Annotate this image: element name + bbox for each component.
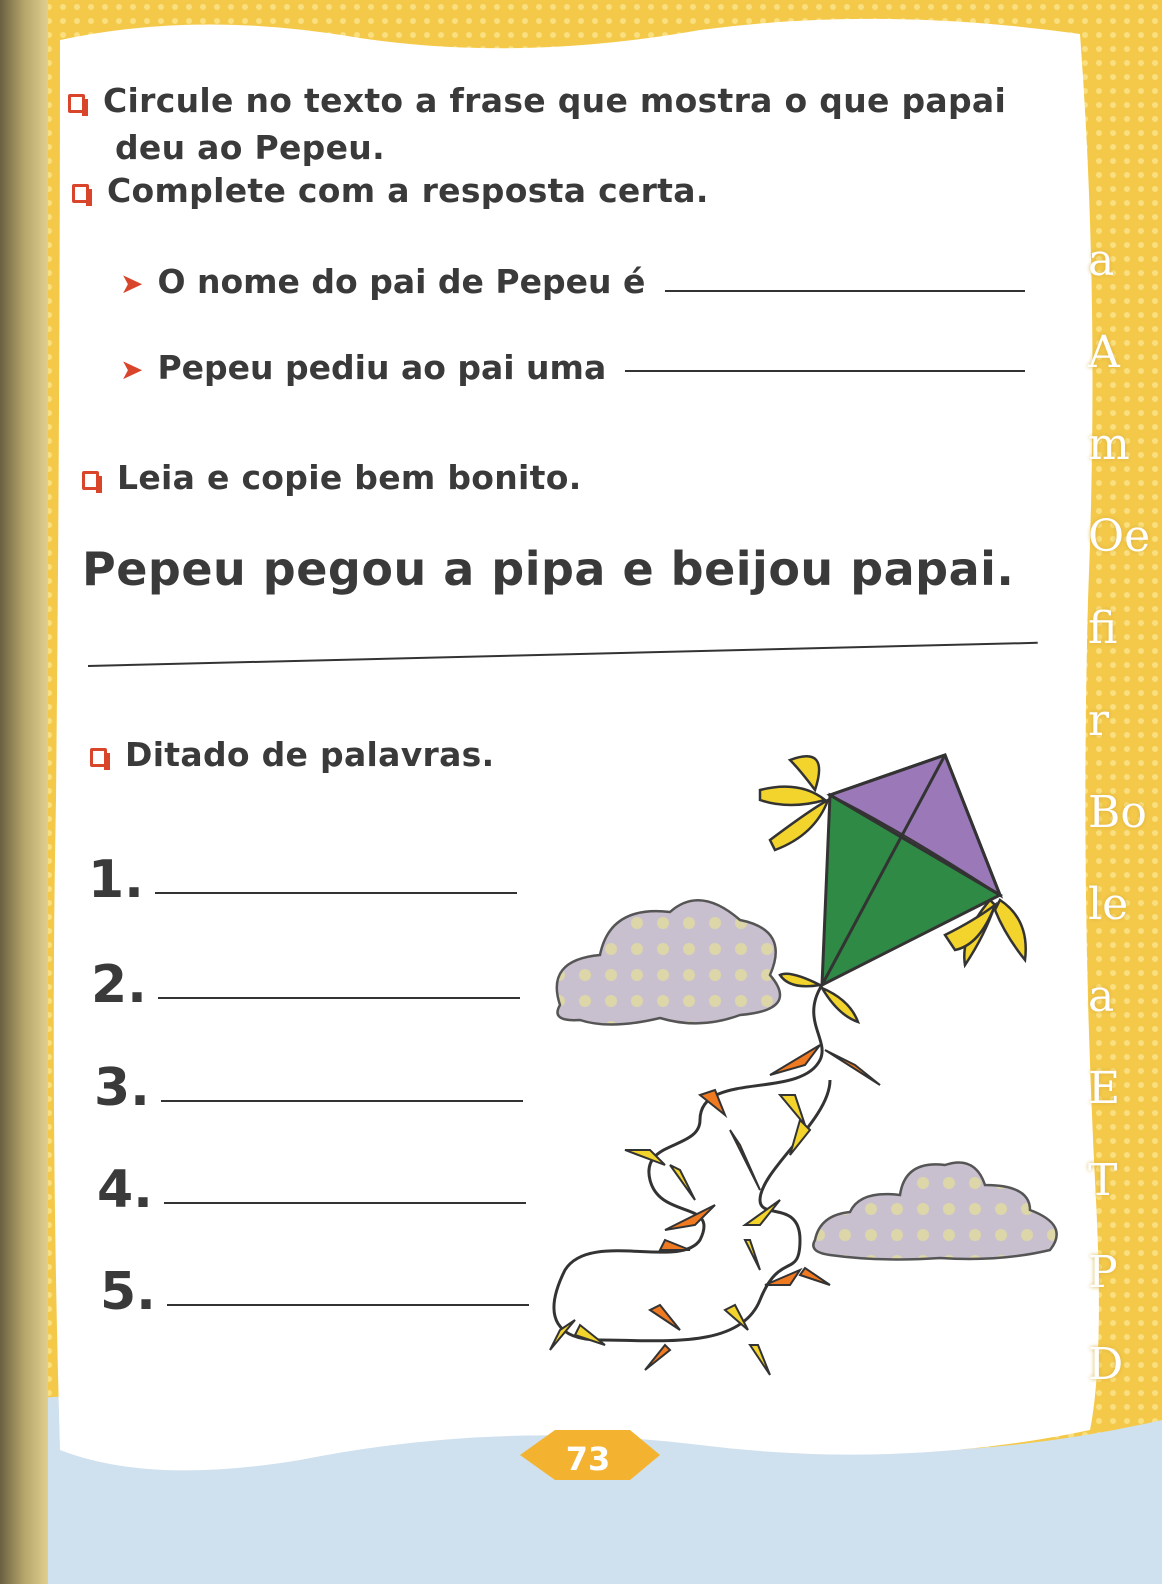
side-letter: E (1088, 1063, 1121, 1114)
page-number: 73 (565, 1440, 611, 1478)
task-complete: Complete com a resposta certa. (72, 168, 709, 215)
checkbox-icon (90, 748, 107, 767)
task-copy: Leia e copie bem bonito. (82, 455, 582, 502)
checkbox-icon (82, 471, 99, 490)
side-letter: a (1088, 235, 1115, 286)
model-sentence: Pepeu pegou a pipa e beijou papai. (82, 542, 1015, 596)
dictation-answer-line[interactable] (167, 1304, 529, 1306)
side-letter: le (1088, 879, 1129, 930)
side-letter: m (1088, 419, 1130, 470)
checkbox-icon (72, 184, 89, 203)
dictation-number: 3. (94, 1058, 150, 1118)
dictation-number: 4. (97, 1160, 153, 1220)
side-letter: r (1088, 695, 1110, 746)
side-letter: fi (1088, 603, 1118, 654)
checkbox-icon (68, 94, 85, 113)
dictation-number: 2. (91, 955, 147, 1015)
side-letter: Bo (1088, 787, 1147, 838)
answer-line-father-name[interactable] (665, 290, 1025, 292)
side-letter: A (1088, 327, 1120, 378)
dictation-answer-line[interactable] (164, 1202, 526, 1204)
task-dictation: Ditado de palavras. (90, 732, 494, 779)
question-asked-father: ➤ Pepeu pediu ao pai uma (120, 348, 607, 387)
arrow-icon: ➤ (120, 267, 144, 300)
side-letter: D (1088, 1339, 1124, 1390)
side-letter: Oe (1088, 511, 1151, 562)
arrow-icon: ➤ (120, 353, 144, 386)
dictation-answer-line[interactable] (155, 892, 517, 894)
side-letter: P (1088, 1247, 1118, 1298)
dictation-answer-line[interactable] (158, 997, 520, 999)
answer-line-asked-father[interactable] (625, 370, 1025, 372)
side-letter: T (1088, 1155, 1118, 1206)
side-letter: a (1088, 971, 1115, 1022)
dictation-number: 5. (100, 1262, 156, 1322)
question-father-name: ➤ O nome do pai de Pepeu é (120, 262, 646, 301)
task-circle: Circule no texto a frase que mostra o que papai deu ao Pepeu. (68, 78, 1006, 172)
dictation-answer-line[interactable] (161, 1100, 523, 1102)
dictation-number: 1. (88, 850, 144, 910)
